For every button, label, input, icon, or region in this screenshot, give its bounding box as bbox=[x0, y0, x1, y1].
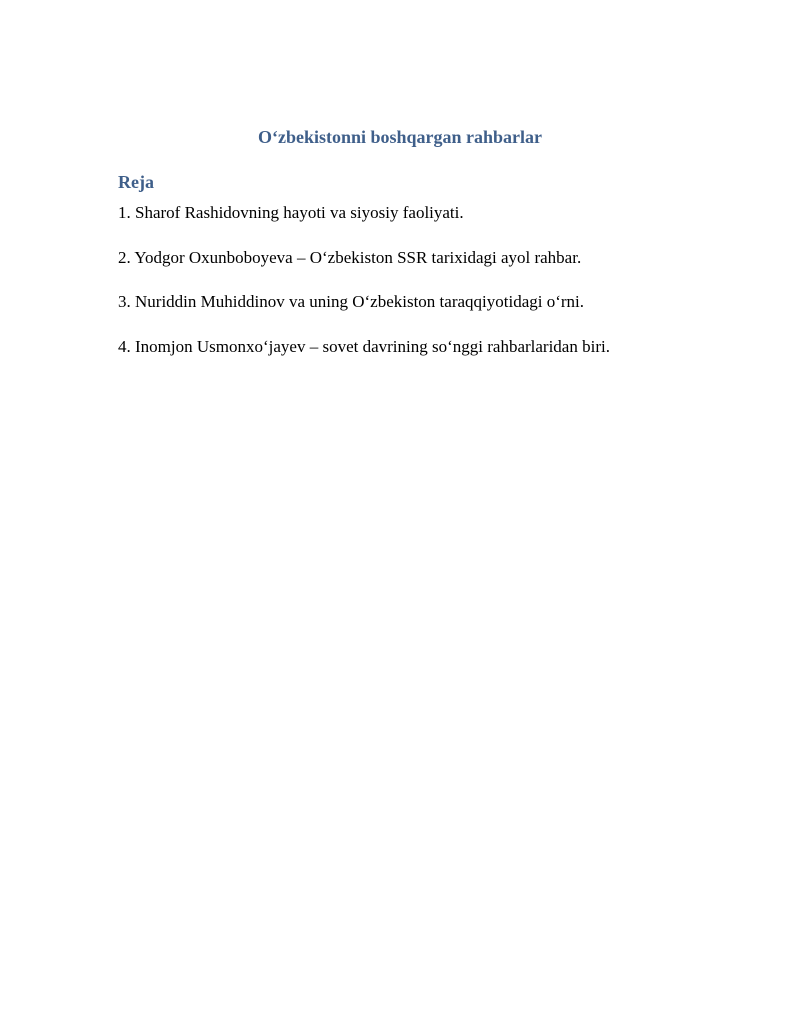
document-title: O‘zbekistonni boshqargan rahbarlar bbox=[257, 127, 543, 147]
plan-item-2: 2. Yodgor Oxunboboyeva – O‘zbekiston SSR tarixidagi ayol rahbar. bbox=[118, 247, 582, 267]
plan-heading: Reja bbox=[118, 172, 154, 192]
plan-item-1: 1. Sharof Rashidovning hayoti va siyosiy faoliyati. bbox=[118, 203, 464, 222]
plan-item-3: 3. Nuriddin Muhiddinov va uning O‘zbekiston taraqqiyotidagi o‘rni. bbox=[118, 292, 585, 311]
plan-item-4: 4. Inomjon Usmonxo‘jayev – sovet davrining so‘nggi rahbarlaridan biri. bbox=[118, 336, 610, 356]
plan-list bbox=[118, 201, 718, 379]
